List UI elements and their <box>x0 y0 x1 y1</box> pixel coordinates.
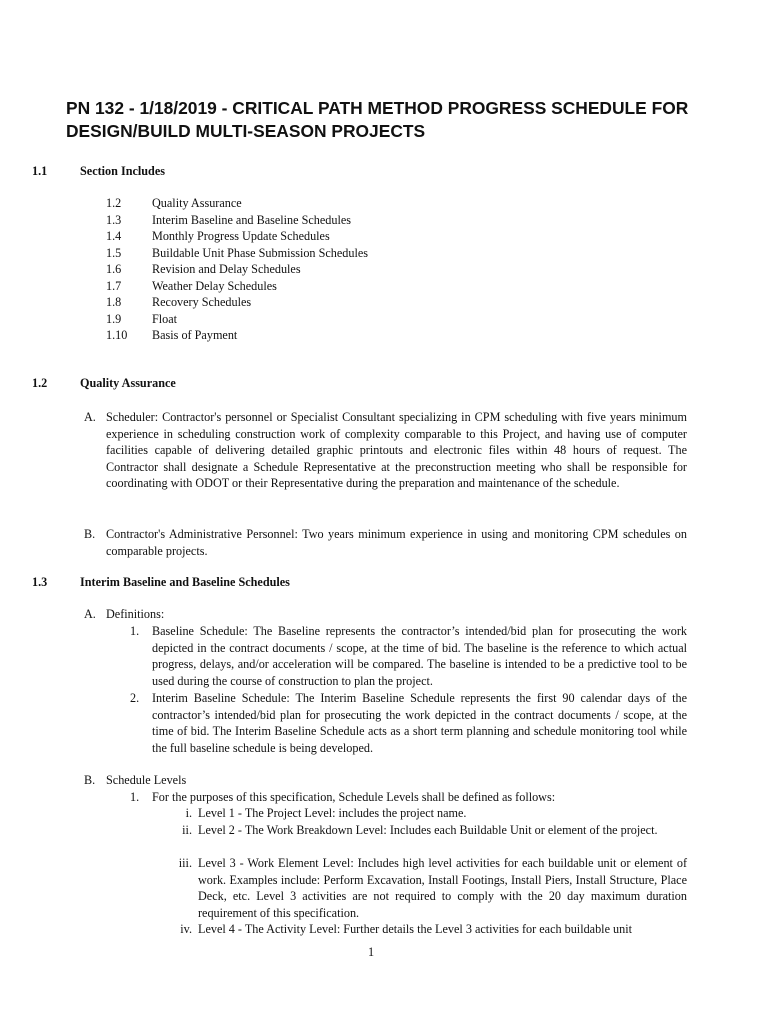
page-number: 1 <box>368 945 375 959</box>
section-heading-1-1 <box>32 163 692 180</box>
item-number: 1.6 <box>106 262 122 276</box>
level-2-definition: Level 2 - The Work Breakdown Level: Includes each Buildable Unit or element of the project. <box>198 823 658 837</box>
paragraph-marker: B. <box>84 527 96 541</box>
list-item <box>106 278 506 295</box>
item-label: Weather Delay Schedules <box>152 278 277 293</box>
section-includes-list <box>106 195 506 344</box>
item-label: Interim Baseline and Baseline Schedules <box>152 212 352 227</box>
item-label: Revision and Delay Schedules <box>152 262 301 276</box>
item-label: Recovery Schedules <box>152 295 252 309</box>
list-item <box>106 311 506 328</box>
list-item <box>106 327 506 344</box>
paragraph-marker: B. <box>84 773 96 787</box>
section-number: 1.2 <box>32 376 48 390</box>
section-title: Interim Baseline and Baseline Schedules <box>80 575 290 589</box>
list-item <box>106 195 506 212</box>
level-4-definition: Level 4 - The Activity Level: Further details the Level 3 activities for each buildable unit <box>198 922 632 936</box>
schedule-levels-label: Schedule Levels <box>106 773 187 787</box>
level-3-definition: Level 3 - Work Element Level: Includes high level activities for each buildable unit or element of work. Examples include: Perform Excavation, Install Footings, Install Piers, Install Structure, Place Deck, etc. Level 3 activities are not required to comply with the 20 day maximum duration requirement of this specification. <box>198 856 687 920</box>
section-number: 1.1 <box>32 164 48 178</box>
item-marker: 1. <box>130 790 140 804</box>
item-number: 1.5 <box>106 245 122 260</box>
item-label: Float <box>152 311 178 326</box>
item-marker: 2. <box>130 691 140 705</box>
interim-baseline-schedule-definition: Interim Baseline Schedule: The Interim Baseline Schedule represents the first 90 calendar days of the contractor’s intended/bid plan for prosecuting the work depicted in the contract documents / scope, at the time of bid. The Interim Baseline Schedule acts as a short term planning and schedule monitoring tool while the full baseline schedule is being developed. <box>152 691 687 755</box>
item-number: 1.3 <box>106 212 122 227</box>
paragraph-marker: A. <box>84 410 96 424</box>
schedule-levels-intro: For the purposes of this specification, Schedule Levels shall be defined as follows: <box>152 790 556 804</box>
section-number: 1.3 <box>32 575 48 589</box>
section-title: Quality Assurance <box>80 376 176 390</box>
list-item <box>106 245 506 262</box>
item-number: 1.8 <box>106 295 122 309</box>
item-number: 1.10 <box>106 328 128 342</box>
list-item <box>106 212 506 229</box>
level-marker: ii. <box>182 823 192 837</box>
level-marker: i. <box>185 806 192 820</box>
definitions-label: Definitions: <box>106 607 165 621</box>
item-number: 1.4 <box>106 229 122 243</box>
item-number: 1.2 <box>106 196 122 210</box>
document-title: PN 132 - 1/18/2019 - CRITICAL PATH METHOD PROGRESS SCHEDULE FOR DESIGN/BUILD MULTI-SEASON PROJECTS <box>66 98 689 141</box>
item-label: Buildable Unit Phase Submission Schedules <box>152 245 368 260</box>
item-label: Quality Assurance <box>152 196 242 210</box>
quality-assurance-scheduler-paragraph: Scheduler: Contractor's personnel or Specialist Consultant specializing in CPM scheduling with five years minimum experience in scheduling construction work of complexity comparable to this Project, and having use of computer facilities capable of delivering detailed graphic printouts and electronic files within 48 hours of request. The Contractor shall designate a Schedule Representative at the preconstruction meeting who shall be responsible for coordinating with ODOT or their Representative during the preparation and maintenance of the schedule. <box>106 410 687 491</box>
baseline-schedule-definition: Baseline Schedule: The Baseline represents the contractor’s intended/bid plan for prosecuting the work depicted in the contract documents / scope, at the time of bid. The baseline is the reference to which actual progress, delays, and/or acceleration will be compared. The baseline is intended to be a predictive tool to be used during the course of construction to plan the project. <box>152 624 687 688</box>
item-marker: 1. <box>130 624 140 638</box>
list-item <box>106 261 506 278</box>
paragraph-marker: A. <box>84 607 96 621</box>
level-1-definition: Level 1 - The Project Level: includes the project name. <box>198 806 467 820</box>
section-heading-1-2 <box>32 375 692 392</box>
item-number: 1.7 <box>106 278 122 293</box>
level-marker: iii. <box>178 856 192 870</box>
section-heading-1-3 <box>32 574 692 591</box>
list-item <box>106 294 506 311</box>
item-label: Monthly Progress Update Schedules <box>152 229 330 243</box>
item-number: 1.9 <box>106 311 122 326</box>
administrative-personnel-paragraph: Contractor's Administrative Personnel: Two years minimum experience in using and monitoring CPM schedules on comparable projects. <box>106 527 687 558</box>
item-label: Basis of Payment <box>152 328 238 342</box>
list-item <box>106 228 506 245</box>
section-title: Section Includes <box>80 164 165 178</box>
level-marker: iv. <box>180 922 192 936</box>
